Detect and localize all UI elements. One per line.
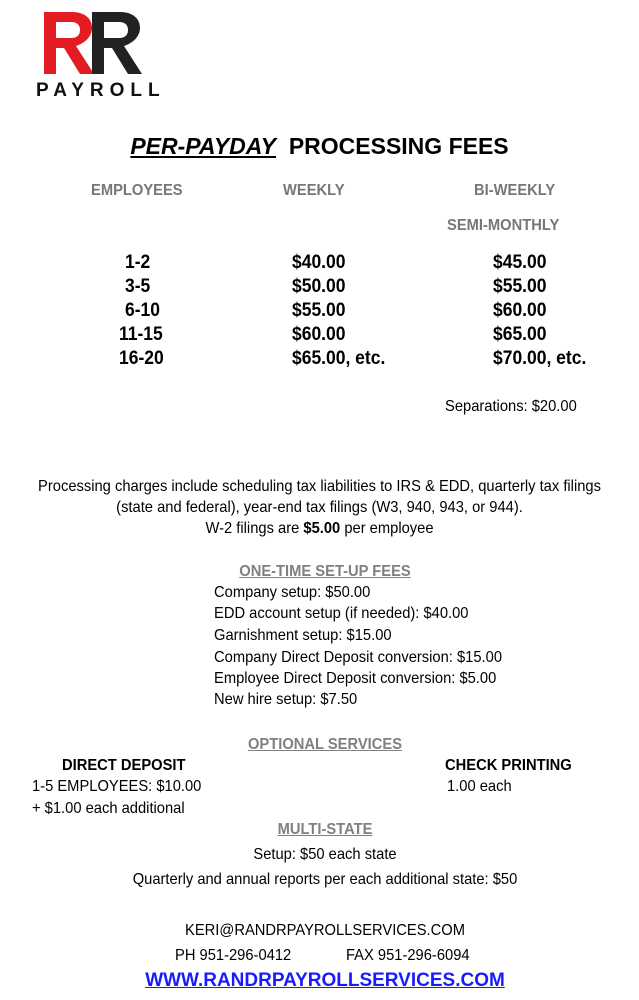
fee-biweekly: $65.00 [493, 324, 547, 345]
multistate-line-1: Setup: $50 each state [253, 846, 397, 863]
optional-heading: OPTIONAL SERVICES [247, 736, 403, 753]
w2-suffix: per employee [340, 520, 434, 537]
fee-biweekly: $45.00 [493, 252, 547, 273]
check-printing-label: CHECK PRINTING [445, 757, 572, 774]
title-rest: PROCESSING FEES [288, 133, 509, 159]
list-item: Employee Direct Deposit conversion: $5.00 [214, 670, 497, 687]
processing-line-2: (state and federal), year-end tax filings (W3, 940, 943, or 944). [116, 499, 523, 516]
processing-line-1: Processing charges include scheduling tax liabilities to IRS & EDD, quarterly tax filings [38, 478, 601, 495]
fee-employees: 16-20 [119, 348, 164, 369]
fee-weekly: $40.00 [292, 252, 346, 273]
w2-prefix: W-2 filings are [205, 520, 304, 537]
fee-weekly: $60.00 [292, 324, 346, 345]
fee-employees: 11-15 [119, 324, 163, 345]
company-logo [30, 4, 166, 102]
list-item: New hire setup: $7.50 [214, 691, 358, 708]
fee-biweekly: $70.00, etc. [493, 348, 587, 369]
direct-deposit-line-1: 1-5 EMPLOYEES: $10.00 [32, 778, 202, 795]
w2-filing-line [26, 520, 614, 538]
fee-employees: 3-5 [125, 276, 151, 297]
title-italic: PER-PAYDAY [130, 133, 277, 159]
direct-deposit-label: DIRECT DEPOSIT [62, 757, 186, 774]
check-printing-line-1: 1.00 each [447, 778, 512, 795]
w2-amount: $5.00 [303, 520, 341, 537]
website-link-wrap [0, 970, 639, 992]
header-biweekly: BI-WEEKLY [474, 182, 556, 199]
fee-employees: 6-10 [125, 300, 160, 321]
contact-email[interactable]: KERI@RANDRPAYROLLSERVICES.COM [185, 922, 465, 939]
list-item: Company Direct Deposit conversion: $15.00 [214, 649, 503, 666]
list-item: EDD account setup (if needed): $40.00 [214, 605, 469, 622]
fee-weekly: $65.00, etc. [292, 348, 386, 369]
list-item: Company setup: $50.00 [214, 584, 371, 601]
setup-heading: ONE-TIME SET-UP FEES [239, 563, 411, 580]
separations-fee: Separations: $20.00 [445, 398, 577, 415]
multistate-line-2: Quarterly and annual reports per each additional state: $50 [132, 871, 518, 888]
rr-logo-mark [30, 4, 160, 82]
fee-biweekly: $60.00 [493, 300, 547, 321]
header-semimonthly: SEMI-MONTHLY [447, 217, 560, 234]
website-link[interactable]: WWW.RANDRPAYROLLSERVICES.COM [145, 970, 505, 991]
list-item: Garnishment setup: $15.00 [214, 627, 392, 644]
fee-biweekly: $55.00 [493, 276, 547, 297]
page-title [0, 133, 639, 160]
contact-fax: FAX 951-296-6094 [346, 947, 470, 964]
header-weekly: WEEKLY [283, 182, 345, 199]
fee-employees: 1-2 [125, 252, 151, 273]
fee-weekly: $50.00 [292, 276, 346, 297]
logo-wordmark: PAYROLL [36, 80, 166, 101]
contact-phone: PH 951-296-0412 [175, 947, 292, 964]
multistate-heading: MULTI-STATE [277, 821, 373, 838]
fee-weekly: $55.00 [292, 300, 346, 321]
header-employees: EMPLOYEES [91, 182, 183, 199]
direct-deposit-line-2: + $1.00 each additional [32, 800, 185, 817]
